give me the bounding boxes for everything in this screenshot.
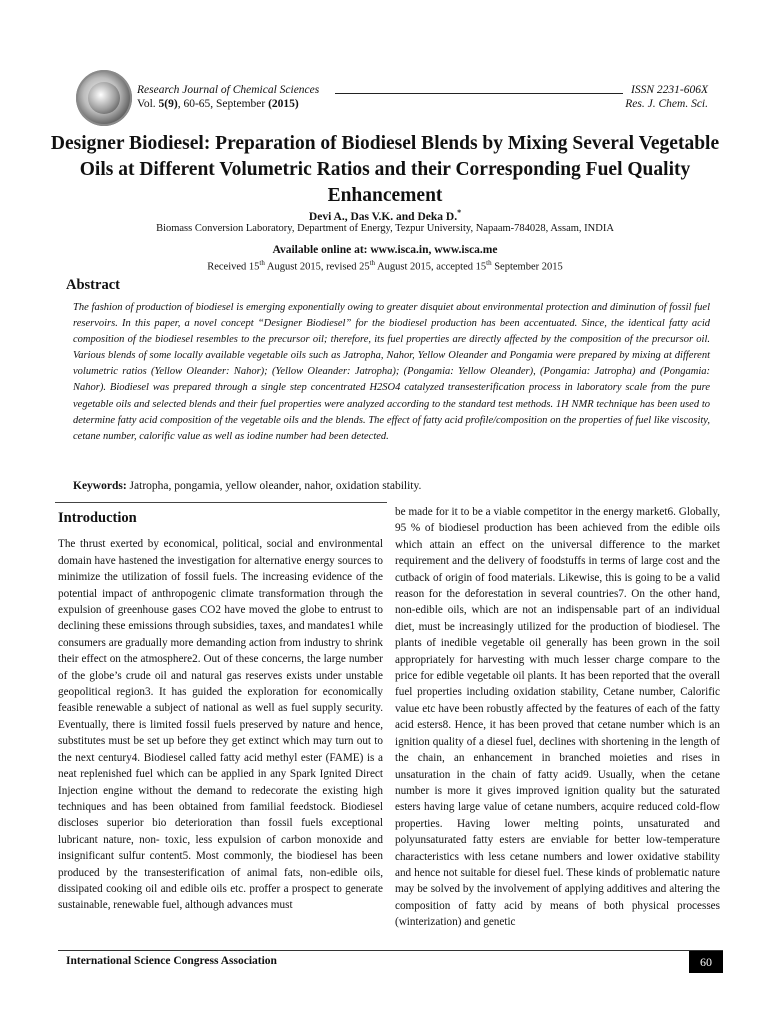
author-names: Devi A., Das V.K. and Deka D. — [308, 210, 458, 223]
abstract-text: The fashion of production of biodiesel is emerging exponentially owing to greater disquiet about environmental protection and diminution of fossil fuel reservoirs. In this paper, a novel concept “Designer Biodiesel” for the biodiesel production has been accentuated. Since, the identical fatty acid composition of the biodiesel resembles to the precursor oil; therefore, its fuel properties are directly affected by the composition of the precursor oil. Various blends of some locally available vegetable oils such as Jatropha, Nahor, Yellow Oleander and Pongamia were prepared by mixing at different volumetric ratios (Yellow Oleander: Nahor); (Yellow Oleander: Jatropha); (Pongamia: Yellow Oleander), (Pongamia: Jatropha) and (Pongamia: Nahor). Biodiesel was prepared through a single step concentrated H2SO4 catalyzed transesterification process in laboratory scale from the pure vegetable oils and selected blends and their fuel properties were analyzed according to the standard test methods. 1H NMR technique has been used to determine fatty acid composition of the vegetable oils and the blends. The effect of fatty acid profile/composition on the properties of fuel like viscosity, cetane number, calorific value as well as iodine number had been detected. — [73, 302, 710, 442]
authors — [0, 208, 770, 223]
header-volume-line — [137, 97, 708, 111]
left-column — [58, 510, 383, 914]
paper-title: Designer Biodiesel: Preparation of Biodiesel Blends by Mixing Several Vegetable Oils at Different Volumetric Ratios and their Corresponding Fuel Quality Enhancement — [50, 133, 720, 206]
year: (2015) — [268, 98, 299, 110]
accepted: August 2015, accepted 15 — [375, 261, 487, 273]
dates-end: September 2015 — [491, 261, 563, 273]
revised: August 2015, revised 25 — [264, 261, 370, 273]
received: Received 15 — [207, 261, 260, 273]
sup-1: th — [259, 259, 265, 267]
header-rule — [335, 93, 623, 94]
sup-3: th — [486, 259, 492, 267]
section-rule — [55, 502, 387, 505]
received-dates — [0, 259, 770, 273]
intro-left-text: The thrust exerted by economical, political, social and environmental domain have hastened the investigation for alternative energy sources to minimize the utilization of fossil fuels. The increasing evidence of the potential impact of anthropogenic climate transformation through the expulsion of greenhouse gases CO2 have moved the globe to entrust to declining these emissions through subsidies, taxes, and mandates1 while consumers are gradually more demanding action from industry to shrink their effect on the atmosphere2. Out of these concerns, the large number of the globe’s crude oil and natural gas reserves exists under unstable geopolitical region3. It has guided the exploration for economically feasible renewable a subject of national as well as fuel supply security. Eventually, there is limited fossil fuels preserved by nature and hence, substitutes must be set up before they get extinct which may turn out to the next century4. Biodiesel called fatty acid methyl ester (FAME) is a neat replenished fuel which can be applied in any Spark Ignited Direct Injection engine without the demand to redecorate the existing high techniques and has been obtained from familial feedstock. Biodiesel discloses superior bio deterioration than fossil fuels exceptional lubricant nature, non- toxic, less expulsion of carbon monoxide and insignificant sulfur content5. Most commonly, the biodiesel has been produced by the transesterification of animal fats, non-edible oils, dissipated cooking oil and edible oils etc. proffer a prospect to generate sustainable, renewable fuel, although advances must — [58, 538, 383, 912]
volume-info — [137, 98, 299, 110]
abstract-heading: Abstract — [66, 277, 120, 293]
keywords-text: Jatropha, pongamia, yellow oleander, nahor, oxidation stability. — [126, 480, 422, 492]
volume-prefix: Vol. — [137, 98, 159, 110]
available-online: Available online at: www.isca.in, www.isca.me — [272, 244, 498, 256]
journal-logo-globe — [76, 70, 132, 126]
volume-number: 5(9) — [158, 98, 178, 110]
pages-date: , 60-65, September — [177, 98, 269, 110]
sup-2: th — [369, 259, 376, 267]
journal-abbrev: Res. J. Chem. Sci. — [625, 98, 708, 110]
issn: ISSN 2231-606X — [631, 84, 708, 96]
keywords-label: Keywords: — [73, 480, 127, 492]
journal-name: Research Journal of Chemical Sciences — [137, 84, 320, 96]
page-footer — [58, 950, 723, 973]
footer-org: International Science Congress Association — [66, 955, 277, 967]
affiliation: Biomass Conversion Laboratory, Department of Energy, Tezpur University, Napaam-784028, Assam, INDIA — [156, 223, 614, 234]
corresponding-mark: * — [457, 208, 462, 217]
header-journal-line — [137, 83, 708, 97]
keywords — [73, 480, 421, 492]
intro-right-text: be made for it to be a viable competitor in the energy market6. Globally, 95 % of biodiesel production has been achieved from the edible oils which attain an effect on the universal difference to the market requirement and the delivery of foodstuffs in terms of large cost and the cutback of origin of food materials. Likewise, this is going to be a valid reason for the deforestation in several countries7. On the other hand, non-edible oils, which are not an indispensable part of an individual diet, must be increasingly utilized for the production of biodiesel. The plants of inedible vegetable oil generally has been grown in the soil appropriately for harvesting with much lesser charge compare to the price for edible vegetable oil plants. It has been reported that the overall fuel properties including oxidation stability, Cetane number, Calorific value etc have been robustly affected by the features of each of the fatty acid esters8. Hence, it has been proved that cetane number which is an ignition quality of a diesel fuel, declines with shortening in the length of the chain, an enhancement in branched moieties and rises in unsaturation in the chain of fatty acid9. Usually, when the cetane number is more it gives improved ignition quality but the saturated esters having large value of cetane numbers, acquire reduced cold-flow properties. Having lower melting points, unsaturated and polyunsaturated fatty esters are enviable for better low-temperature characteristics with less cetane numbers and lower oxidative stability and hence not suitable for diesel fuel. These kinds of problematic nature may be solved by the involvement of applying additives and altering the composition of fatty acid by means of both physical processes (winterization) and genetic — [395, 506, 720, 929]
page-number: 60 — [689, 951, 723, 973]
right-column — [395, 504, 720, 931]
introduction-heading: Introduction — [58, 510, 137, 526]
